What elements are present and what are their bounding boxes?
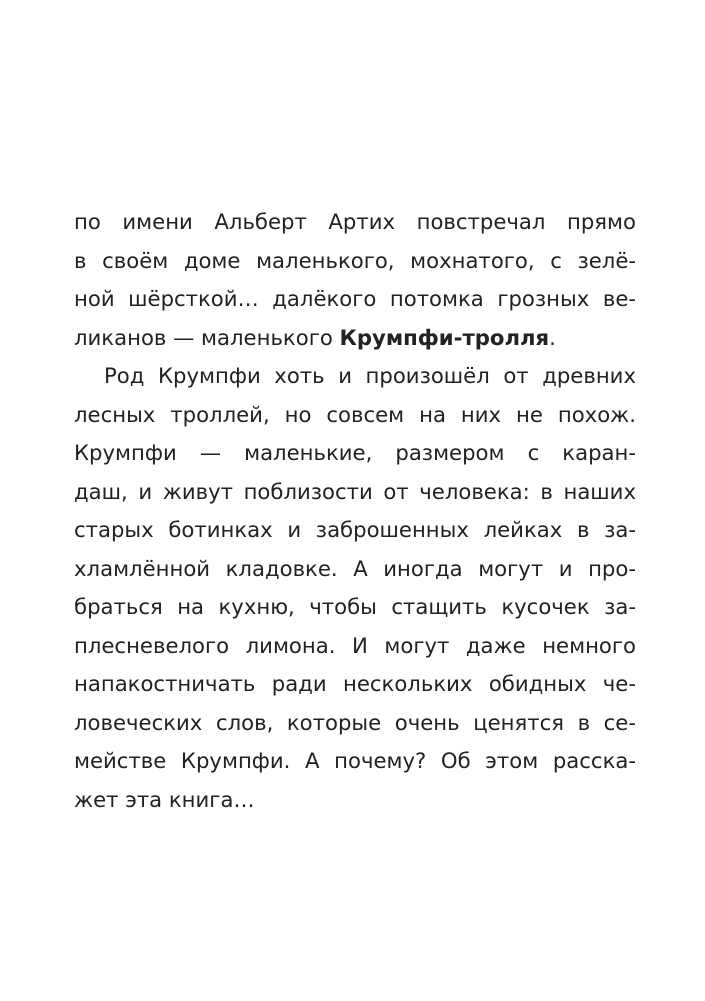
troll-name-bold: Крумпфи-тролля: [339, 324, 550, 350]
page-text: [74, 203, 636, 819]
paragraph-2-line-3: Крумпфи — маленькие, размером с каран-: [74, 440, 636, 465]
paragraph-2-line-10: ловеческих слов, которые очень ценятся в се-: [74, 709, 636, 735]
paragraph-2-line-4: даш, и живут поблизости от человека: в наших: [74, 478, 636, 504]
paragraph-2-line-11: мействе Крумпфи. А почему? Об этом расска-: [74, 748, 636, 773]
paragraph-1-line-3: ной шёрсткой… далёкого потомка грозных ве-: [74, 286, 636, 311]
paragraph-1-line-4-period: .: [549, 324, 556, 350]
paragraph-2-line-8: плесневелого лимона. И могут даже немного: [74, 632, 636, 658]
paragraph-2-line-12: жет эта книга…: [74, 786, 255, 812]
paragraph-2-line-9: напакостничать ради нескольких обидных че-: [74, 671, 636, 696]
paragraph-2-line-5: старых ботинках и заброшенных лейках в за-: [74, 517, 636, 542]
paragraph-1-line-1: по имени Альберт Артих повстречал прямо: [74, 209, 636, 234]
paragraph-2-line-1: Род Крумпфи хоть и произошёл от древних: [104, 363, 636, 388]
paragraph-1-line-4: [74, 319, 636, 358]
paragraph-2-line-7: браться на кухню, чтобы стащить кусочек за-: [74, 594, 636, 619]
paragraph-2-line-2: лесных троллей, но совсем на них не похож.: [74, 401, 636, 427]
paragraph-1-line-2: в своём доме маленького, мохнатого, с зелё-: [74, 247, 636, 273]
paragraph-2-line-6: хламлённой кладовке. А иногда могут и про-: [74, 555, 636, 581]
paragraph-1-line-4-text: ликанов — маленького: [74, 324, 340, 350]
